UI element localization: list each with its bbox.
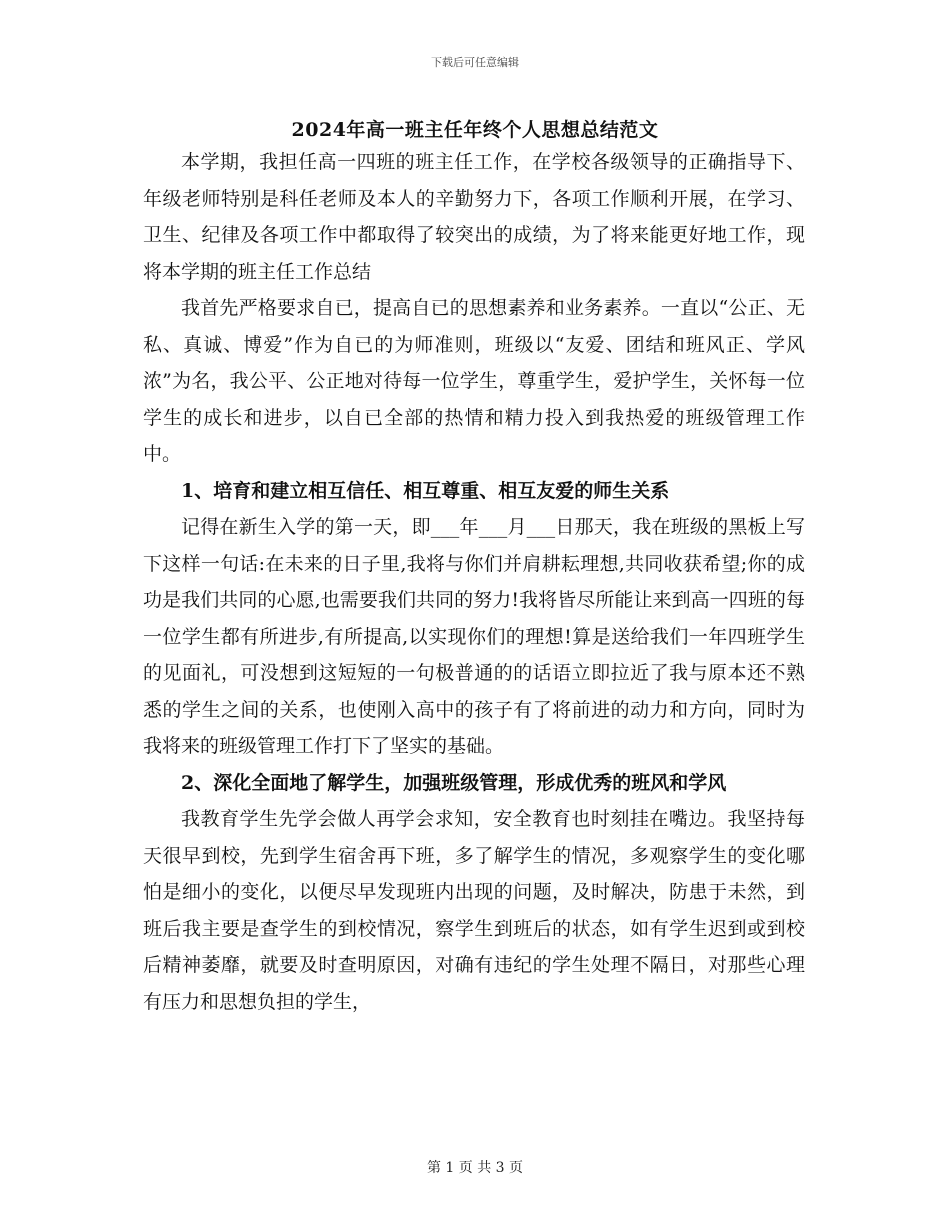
section-heading-1: 1、培育和建立相互信任、相互尊重、相互友爱的师生关系 [181, 479, 670, 502]
paragraph-first-day: 记得在新生入学的第一天，即___年___月___日那天，我在班级的黑板上写下这样一句话:在未来的日子里,我将与你们并肩耕耘理想,共同收获希望;你的成功是我们共同的心愿,也需要我们共同的努力!我将皆尽所能让来到高一四班的每一位学生都有所进步,有所提高,以实现你们的理想!算是送给我们一年四班学生的见面礼，可没想到这短短的一句极普通的的话语立即拉近了我与原本还不熟悉的学生之间的关系，也使刚入高中的孩子有了将前进的动力和方向，同时为我将来的班级管理工作打下了坚实的基础。 [143, 516, 805, 757]
page-number: 第 1 页 共 3 页 [426, 1160, 524, 1176]
paragraph-self-requirement: 我首先严格要求自已，提高自已的思想素养和业务素养。一直以“公正、无私、真诚、博爱”作为自已的为师准则，班级以“友爱、团结和班风正、学风浓”为名，我公平、公正地对待每一位学生，尊重学生，爱护学生，关怀每一位学生的成长和进步，以自已全部的热情和精力投入到我热爱的班级管理工作中。 [143, 297, 805, 465]
page-header: 下载后可任意编辑 [431, 56, 519, 69]
document-body [143, 144, 805, 1020]
document-title: 2024年高一班主任年终个人思想总结范文 [291, 119, 659, 141]
section-heading-2: 2、深化全面地了解学生，加强班级管理，形成优秀的班风和学风 [181, 771, 727, 794]
paragraph-class-management: 我教育学生先学会做人再学会求知，安全教育也时刻挂在嘴边。我坚持每天很早到校，先到学生宿舍再下班，多了解学生的情况，多观察学生的变化哪怕是细小的变化，以便尽早发现班内出现的问题，及时解决，防患于未然，到班后我主要是查学生的到校情况，察学生到班后的状态，如有学生迟到或到校后精神萎靡，就要及时查明原因，对确有违纪的学生处理不隔日，对那些心理有压力和思想负担的学生， [143, 808, 805, 1013]
paragraph-intro: 本学期，我担任高一四班的班主任工作，在学校各级领导的正确指导下、年级老师特别是科任老师及本人的辛勤努力下，各项工作顺利开展，在学习、卫生、纪律及各项工作中都取得了较突出的成绩，为了将来能更好地工作，现将本学期的班主任工作总结 [143, 151, 805, 283]
